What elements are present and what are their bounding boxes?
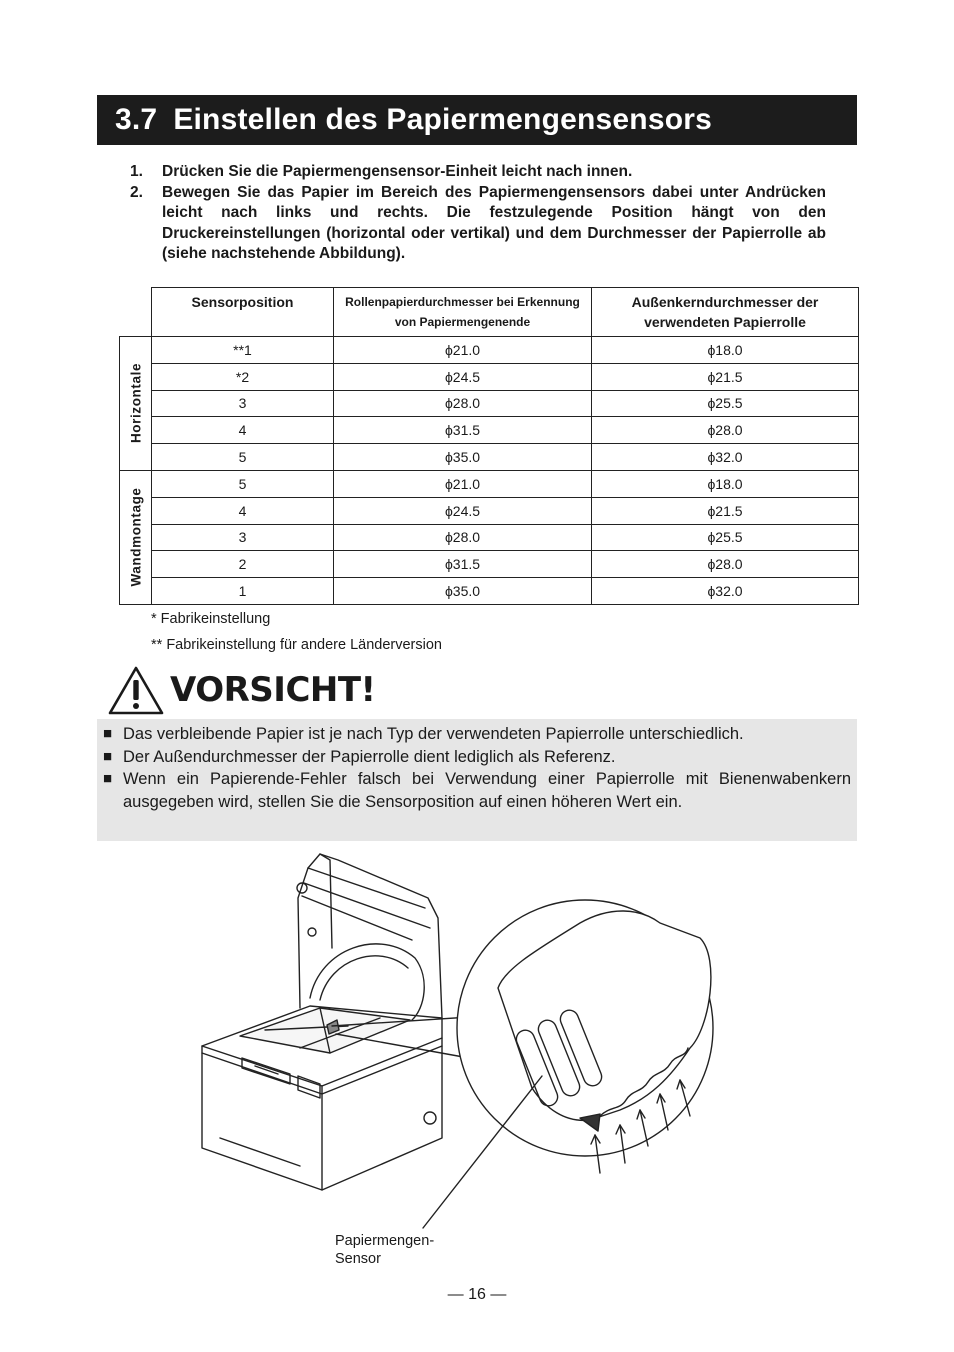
group-label-horizontal: Horizontale (128, 363, 143, 444)
square-bullet-icon: ■ (103, 747, 113, 765)
table-cell: ϕ28.0 (334, 390, 592, 417)
header-sensor-position: Sensorposition (152, 288, 334, 337)
table-cell: ϕ24.5 (334, 497, 592, 524)
section-number: 3.7 (115, 103, 158, 136)
header-core-diameter: Außenkerndurchmesser der verwendeten Papierrolle (592, 288, 859, 337)
table-cell: ϕ25.5 (592, 524, 859, 551)
table-cell: *2 (152, 363, 334, 390)
table-cell: 2 (152, 551, 334, 578)
section-title-bar (97, 95, 857, 145)
table-cell: ϕ21.0 (334, 337, 592, 364)
caution-item (103, 746, 851, 769)
square-bullet-icon: ■ (103, 725, 113, 742)
table-cell: ϕ21.5 (592, 497, 859, 524)
square-bullet-icon: ■ (103, 770, 113, 787)
table-row (120, 363, 859, 390)
table-cell: 5 (152, 444, 334, 471)
table-row (120, 524, 859, 551)
table-row (120, 444, 859, 471)
group-label-cell (120, 470, 152, 604)
table-cell: ϕ28.0 (592, 417, 859, 444)
step-text: Drücken Sie die Papiermengensensor-Einheit leicht nach innen. (162, 163, 633, 180)
instruction-steps (130, 162, 826, 265)
warning-triangle-icon (108, 666, 164, 716)
step-number: 2. (130, 183, 143, 201)
sensor-callout-label: Papiermengen- Sensor (335, 1233, 435, 1267)
caution-box (97, 719, 857, 841)
table-cell: 3 (152, 524, 334, 551)
table-row (120, 470, 859, 497)
table-cell: ϕ32.0 (592, 578, 859, 605)
table-row (120, 551, 859, 578)
caution-item (103, 768, 851, 813)
table-row (120, 417, 859, 444)
table-row (120, 497, 859, 524)
header-roll-diameter: Rollenpapierdurchmesser bei Erkennung von Papiermengenende (334, 288, 592, 337)
caution-text: Das verbleibende Papier ist je nach Typ der verwendeten Papierrolle unterschiedlich. (123, 725, 744, 743)
table-cell: ϕ35.0 (334, 578, 592, 605)
sensor-position-table (119, 287, 859, 605)
page-number: — 16 — (447, 1286, 507, 1303)
table-cell: 5 (152, 470, 334, 497)
step-item (130, 183, 826, 265)
table-cell: 4 (152, 497, 334, 524)
caution-text: Der Außendurchmesser der Papierrolle dient lediglich als Referenz. (123, 747, 616, 766)
footnote-factory-setting: * Fabrikeinstellung (151, 611, 271, 627)
caution-label: VORSICHT! (170, 670, 376, 710)
group-label-cell (120, 337, 152, 471)
table-row (120, 390, 859, 417)
table-cell: ϕ31.5 (334, 417, 592, 444)
table-cell: ϕ24.5 (334, 363, 592, 390)
table-cell: 3 (152, 390, 334, 417)
table-cell: ϕ25.5 (592, 390, 859, 417)
table-cell: ϕ21.0 (334, 470, 592, 497)
table-row (120, 578, 859, 605)
table-cell: ϕ28.0 (592, 551, 859, 578)
caution-text: Wenn ein Papierende-Fehler falsch bei Verwendung einer Papierrolle mit Bienenwabenkern ausgegeben wird, stellen Sie die Sensorposition auf einen höheren Wert ein. (123, 770, 851, 811)
printer-sensor-illustration (180, 848, 760, 1248)
section-title: Einstellen des Papiermengensensors (173, 103, 712, 136)
table-cell: 1 (152, 578, 334, 605)
table-cell: ϕ21.5 (592, 363, 859, 390)
footnote-other-country: ** Fabrikeinstellung für andere Länderversion (151, 637, 442, 653)
group-label-wall-mount: Wandmontage (128, 487, 143, 588)
table-row (120, 337, 859, 364)
table-cell: **1 (152, 337, 334, 364)
table-cell: ϕ32.0 (592, 444, 859, 471)
table-header-row (120, 288, 859, 337)
table-cell: ϕ18.0 (592, 470, 859, 497)
table-cell: ϕ18.0 (592, 337, 859, 364)
step-item (130, 162, 826, 183)
caution-heading (108, 666, 508, 718)
step-number: 1. (130, 163, 143, 180)
table-cell: ϕ28.0 (334, 524, 592, 551)
table-cell: 4 (152, 417, 334, 444)
step-text: Bewegen Sie das Papier im Bereich des Papiermengensensors dabei unter Andrücken leicht nach links und rechts. Die festzulegende Position hängt von den Druckereinstellungen (horizontal oder vertikal) und dem Durchmesser der Papierrolle ab (siehe nachstehende Abbildung). (162, 183, 826, 262)
table-cell: ϕ35.0 (334, 444, 592, 471)
table-cell: ϕ31.5 (334, 551, 592, 578)
caution-item (103, 723, 851, 746)
